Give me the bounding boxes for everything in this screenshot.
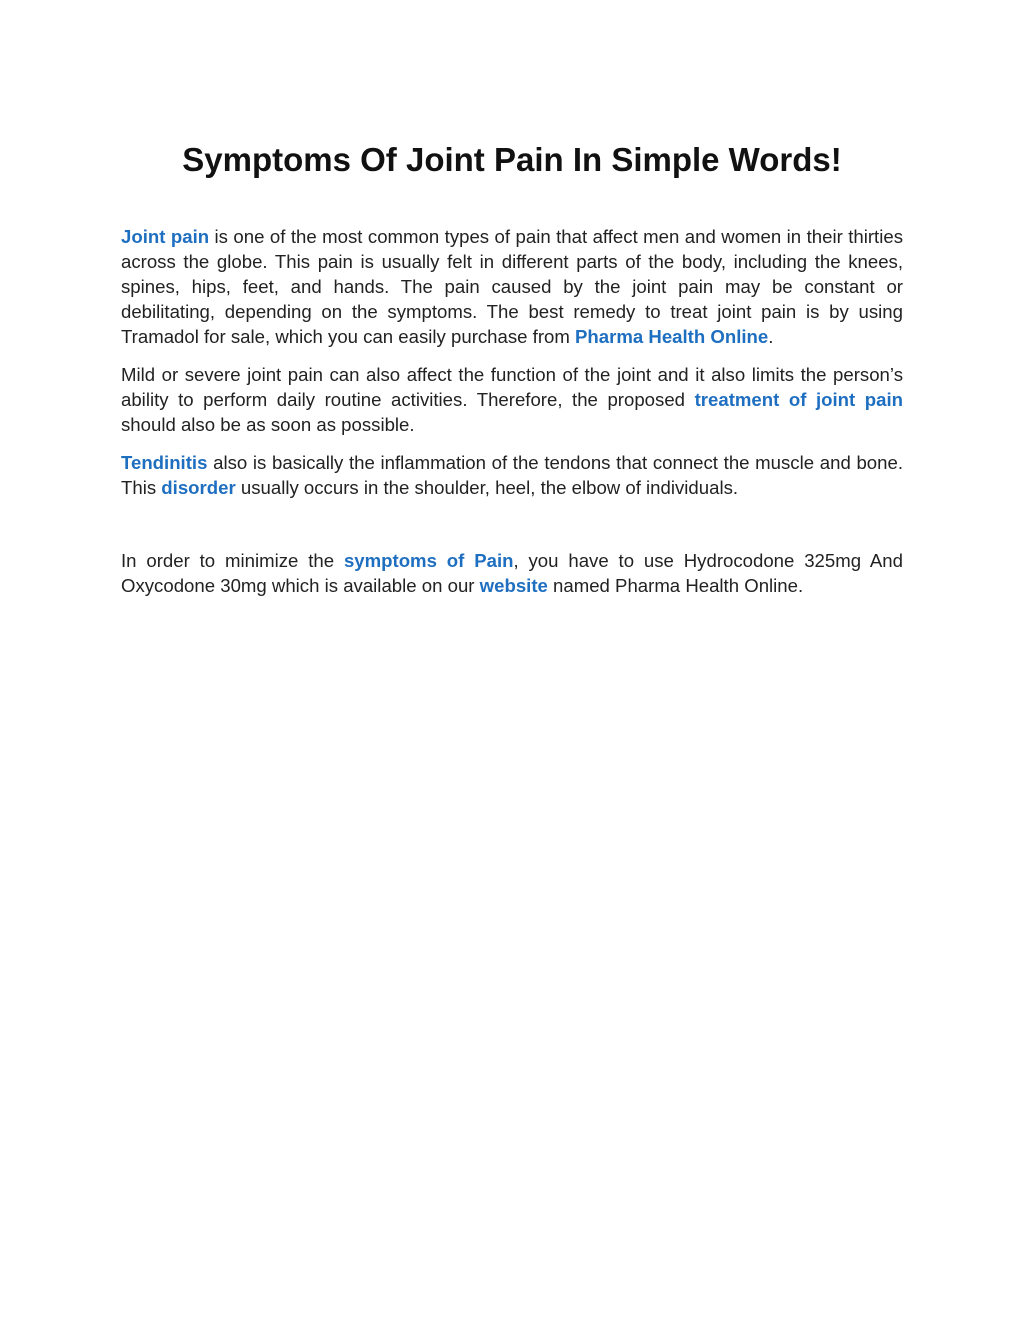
paragraph-minimize-symptoms [121, 548, 903, 598]
paragraph-text: . [768, 326, 774, 347]
paragraph-text: Mild or severe joint pain can also affect the function of the joint and it also limits the person’s ability to perform daily routine activities. Therefore, the proposed [121, 364, 903, 410]
paragraph-text: , you have to use Hydrocodone 325mg And Oxycodone 30mg which is available on our [121, 550, 903, 596]
paragraph-text: named Pharma Health Online. [547, 575, 804, 596]
link-website[interactable]: website [479, 575, 548, 596]
paragraph-text: is one of the most common types of pain that affect men and women in their thirties across the globe. This pain is usually felt in different parts of the body, including the knees, spines, hips, feet, and hands. The pain caused by the joint pain may be constant or debilitating, depending on the symptoms. The best remedy to treat joint pain is by using Tramadol for sale, which you can easily purchase from [121, 226, 903, 347]
page-title: Symptoms Of Joint Pain In Simple Words! [182, 141, 842, 178]
paragraph-text: usually occurs in the shoulder, heel, the elbow of individuals. [235, 477, 739, 498]
paragraph-text: also is basically the inflammation of the tendons that connect the muscle and bone. This [121, 452, 903, 498]
link-joint-pain[interactable]: Joint pain [121, 226, 210, 247]
paragraph-joint-pain [121, 224, 903, 349]
paragraph-mild-severe [121, 362, 903, 437]
link-pharma-health-online[interactable]: Pharma Health Online [575, 326, 769, 347]
paragraph-tendinitis [121, 450, 903, 500]
paragraph-text: should also be as soon as possible. [121, 414, 415, 435]
link-disorder[interactable]: disorder [161, 477, 236, 498]
link-treatment-of-joint-pain[interactable]: treatment of joint pain [694, 389, 904, 410]
paragraph-text: In order to minimize the [121, 550, 344, 571]
link-tendinitis[interactable]: Tendinitis [121, 452, 208, 473]
link-symptoms-of-pain[interactable]: symptoms of Pain [343, 550, 514, 571]
document-body [121, 224, 903, 611]
